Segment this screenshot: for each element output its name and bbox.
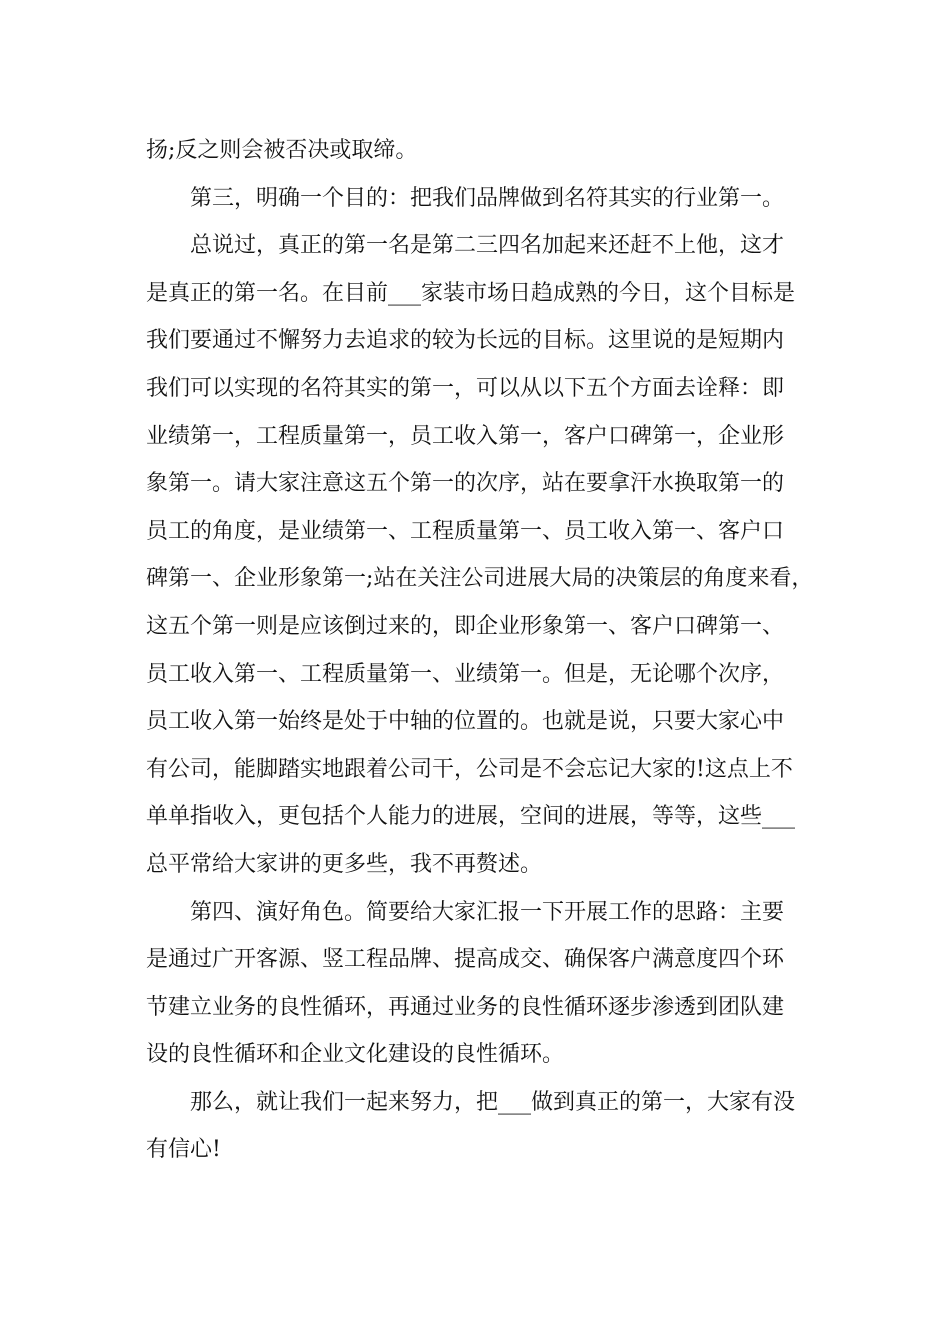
text-line: 有信心! (146, 1137, 221, 1163)
text-line: 单单指收入，更包括个人能力的进展，空间的进展，等等，这些___ (146, 804, 796, 830)
document-body (146, 127, 816, 1174)
text-line: 那么，就让我们一起来努力，把___做到真正的第一，大家有没 (190, 1089, 796, 1115)
text-line: 业绩第一，工程质量第一，员工收入第一，客户口碑第一，企业形 (146, 423, 785, 449)
text-line: 节建立业务的良性循环，再通过业务的良性循环逐步渗透到团队建 (146, 994, 785, 1020)
text-line: 员工收入第一、工程质量第一、业绩第一。但是，无论哪个次序， (146, 661, 785, 687)
text-line: 第三，明确一个目的：把我们品牌做到名符其实的行业第一。 (190, 185, 785, 211)
text-line: 有公司，能脚踏实地跟着公司干，公司是不会忘记大家的!这点上不 (146, 756, 793, 782)
text-line: 碑第一、企业形象第一;站在关注公司进展大局的决策层的角度来看， (146, 566, 814, 592)
text-line: 总说过，真正的第一名是第二三四名加起来还赶不上他，这才 (190, 233, 785, 259)
text-line: 象第一。请大家注意这五个第一的次序，站在要拿汗水换取第一的 (146, 471, 785, 497)
text-line: 这五个第一则是应该倒过来的，即企业形象第一、客户口碑第一、 (146, 613, 785, 639)
text-line: 扬;反之则会被否决或取缔。 (146, 138, 418, 163)
text-line: 是通过广开客源、竖工程品牌、提高成交、确保客户满意度四个环 (146, 947, 785, 973)
text-line: 我们可以实现的名符其实的第一，可以从以下五个方面去诠释：即 (146, 375, 785, 401)
text-line: 员工收入第一始终是处于中轴的位置的。也就是说，只要大家心中 (146, 709, 785, 735)
text-line: 设的良性循环和企业文化建设的良性循环。 (146, 1042, 565, 1068)
text-line: 总平常给大家讲的更多些，我不再赘述。 (146, 851, 543, 877)
text-line: 是真正的第一名。在目前___家装市场日趋成熟的今日，这个目标是 (146, 280, 796, 306)
text-line: 员工的角度，是业绩第一、工程质量第一、员工收入第一、客户口 (146, 518, 785, 544)
text-line: 我们要通过不懈努力去追求的较为长远的目标。这里说的是短期内 (146, 328, 785, 354)
text-line: 第四、演好角色。简要给大家汇报一下开展工作的思路：主要 (190, 899, 785, 925)
